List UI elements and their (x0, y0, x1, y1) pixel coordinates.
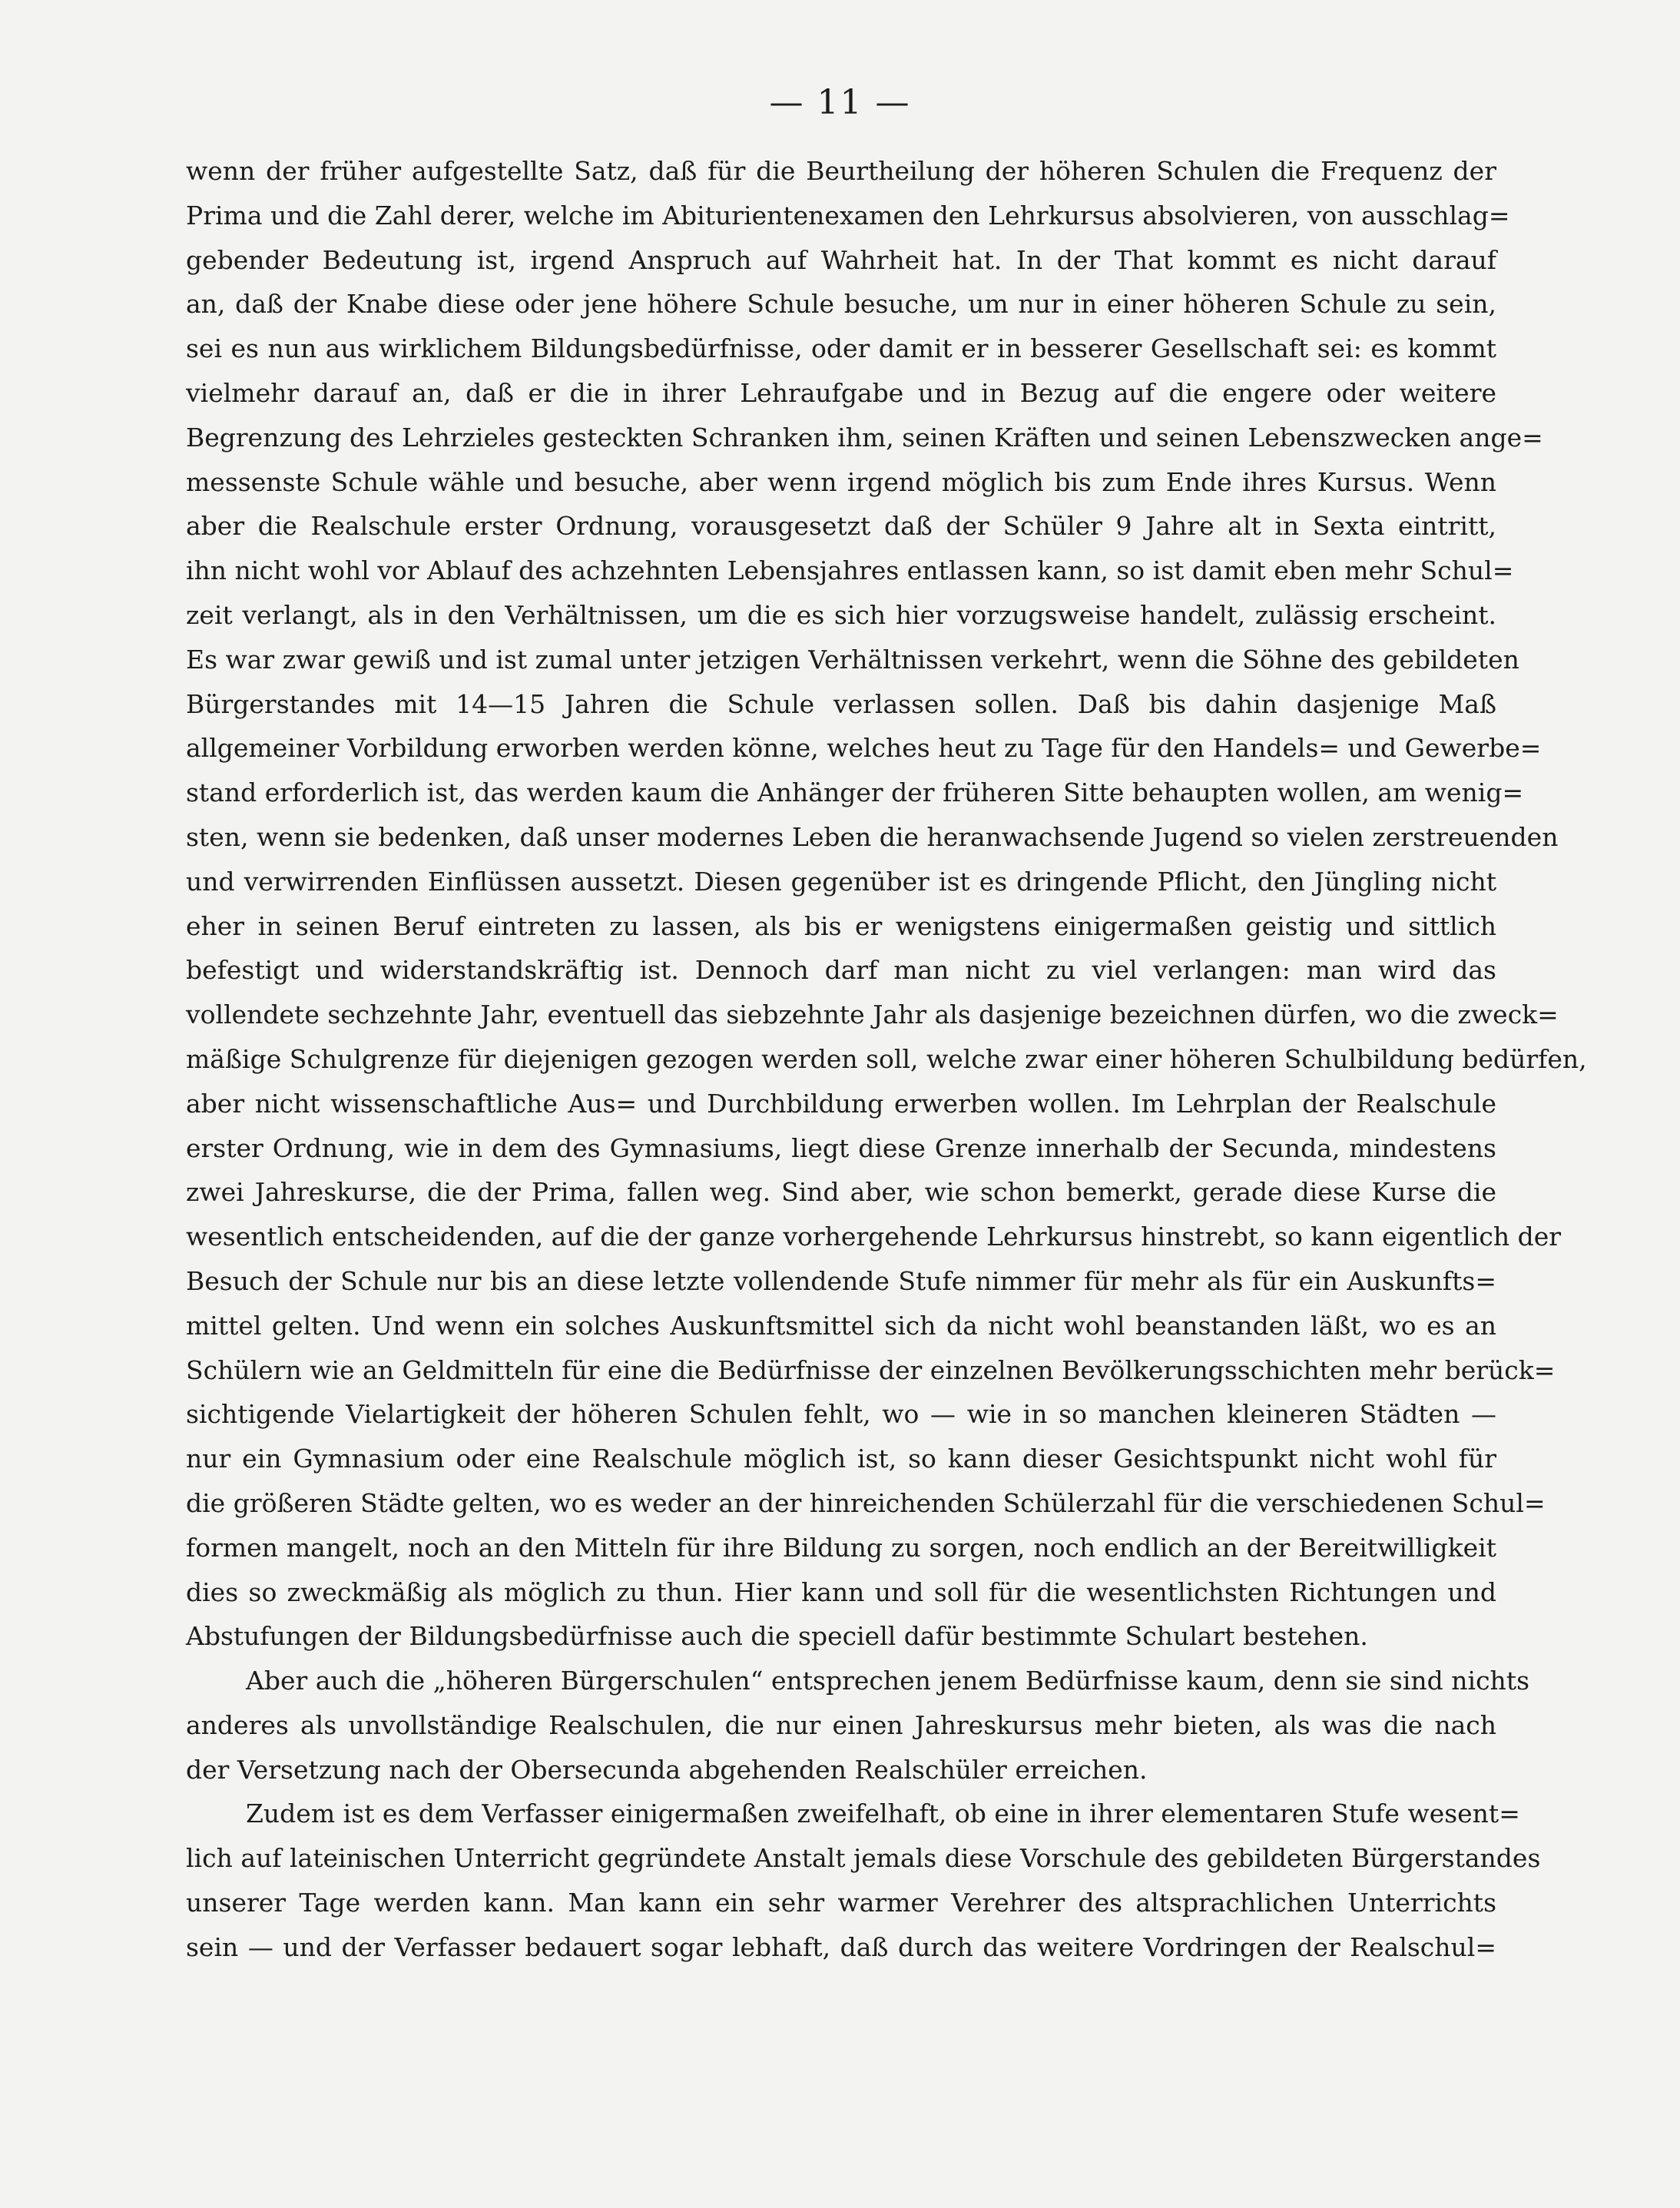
text-line: anderes als unvollständige Realschulen, die nur einen Jahreskursus mehr bieten, als was die nach (186, 1709, 1496, 1740)
text-line: Abstufungen der Bildungsbedürfnisse auch die speciell dafür bestimmte Schulart bestehen. (186, 1621, 1368, 1652)
text-line: vollendete sechzehnte Jahr, eventuell das siebzehnte Jahr als dasjenige bezeichnen dürfen, wo die zweck= (186, 1000, 1559, 1030)
page-number: — 11 — (769, 83, 911, 122)
text-line: gebender Bedeutung ist, irgend Anspruch auf Wahrheit hat. In der That kommt es nicht darauf (186, 244, 1496, 275)
text-line: der Versetzung nach der Obersecunda abgehenden Realschüler erreichen. (186, 1754, 1148, 1785)
text-line: befestigt und widerstandskräftig ist. Dennoch darf man nicht zu viel verlangen: man wird das (186, 955, 1496, 986)
text-line: dies so zweckmäßig als möglich zu thun. Hier kann und soll für die wesentlichsten Richtungen und (186, 1576, 1496, 1607)
paragraph (186, 1792, 1541, 1969)
text-line: aber die Realschule erster Ordnung, vorausgesetzt daß der Schüler 9 Jahre alt in Sexta eintritt, (186, 511, 1496, 542)
paragraph (186, 149, 1587, 1659)
text-line: Aber auch die „höheren Bürgerschulen“ entsprechen jenem Bedürfnisse kaum, denn sie sind nichts (246, 1666, 1530, 1696)
text-line: nur ein Gymnasium oder eine Realschule möglich ist, so kann dieser Gesichtspunkt nicht wohl für (186, 1444, 1496, 1474)
text-line: eher in seinen Beruf eintreten zu lassen, als bis er wenigstens einigermaßen geistig und sittlich (186, 910, 1496, 941)
text-line: die größeren Städte gelten, wo es weder an der hinreichenden Schülerzahl für die verschiedenen Schul= (186, 1487, 1546, 1518)
text-line: aber nicht wissenschaftliche Aus= und Durchbildung erwerben wollen. Im Lehrplan der Realschule (186, 1088, 1496, 1119)
text-line: ihn nicht wohl vor Ablauf des achzehnten Lebensjahres entlassen kann, so ist damit eben mehr Schul= (186, 555, 1514, 586)
paragraph (186, 1659, 1530, 1792)
text-line: stand erforderlich ist, das werden kaum die Anhänger der früheren Sitte behaupten wollen, am wenig= (186, 777, 1524, 808)
text-line: sten, wenn sie bedenken, daß unser modernes Leben die heranwachsende Jugend so vielen zerstreuenden (186, 821, 1559, 852)
text-line: unserer Tage werden kann. Man kann ein sehr warmer Verehrer des altsprachlichen Unterrichts (186, 1888, 1496, 1918)
text-line: erster Ordnung, wie in dem des Gymnasiums, liegt diese Grenze innerhalb der Secunda, mindestens (186, 1132, 1496, 1163)
text-line: zwei Jahreskurse, die der Prima, fallen weg. Sind aber, wie schon bemerkt, gerade diese Kurse die (186, 1177, 1496, 1208)
text-line: und verwirrenden Einflüssen aussetzt. Diesen gegenüber ist es dringende Pflicht, den Jüngling nicht (186, 866, 1496, 897)
text-line: Es war zwar gewiß und ist zumal unter jetzigen Verhältnissen verkehrt, wenn die Söhne des gebildeten (186, 644, 1519, 675)
text-line: an, daß der Knabe diese oder jene höhere Schule besuche, um nur in einer höheren Schule zu sein, (186, 289, 1496, 320)
text-line: formen mangelt, noch an den Mitteln für ihre Bildung zu sorgen, noch endlich an der Bereitwilligkeit (186, 1532, 1496, 1563)
text-line: sichtigende Vielartigkeit der höheren Schulen fehlt, wo — wie in so manchen kleineren Städten — (186, 1399, 1496, 1430)
text-line: Bürgerstandes mit 14—15 Jahren die Schule verlassen sollen. Daß bis dahin dasjenige Maß (186, 688, 1496, 719)
text-line: Begrenzung des Lehrzieles gesteckten Schranken ihm, seinen Kräften und seinen Lebenszwecken ange= (186, 422, 1543, 453)
text-line: wenn der früher aufgestellte Satz, daß für die Beurtheilung der höheren Schulen die Frequenz der (186, 156, 1496, 186)
text-line: zeit verlangt, als in den Verhältnissen, um die es sich hier vorzugsweise handelt, zulässig erscheint. (186, 599, 1496, 630)
text-line: vielmehr darauf an, daß er die in ihrer Lehraufgabe und in Bezug auf die engere oder weitere (186, 377, 1496, 408)
text-line: sein — und der Verfasser bedauert sogar lebhaft, daß durch das weitere Vordringen der Realschul= (186, 1931, 1496, 1962)
text-line: Zudem ist es dem Verfasser einigermaßen zweifelhaft, ob eine in ihrer elementaren Stufe wesent= (246, 1799, 1520, 1829)
text-line: mäßige Schulgrenze für diejenigen gezogen werden soll, welche zwar einer höheren Schulbildung bedürfen, (186, 1043, 1587, 1074)
text-line: mittel gelten. Und wenn ein solches Auskunftsmittel sich da nicht wohl beanstanden läßt, wo es an (186, 1310, 1496, 1341)
text-line: allgemeiner Vorbildung erworben werden könne, welches heut zu Tage für den Handels= und Gewerbe= (186, 733, 1542, 764)
text-line: Schülern wie an Geldmitteln für eine die Bedürfnisse der einzelnen Bevölkerungsschichten mehr berück= (186, 1354, 1556, 1385)
text-line: messenste Schule wähle und besuche, aber wenn irgend möglich bis zum Ende ihres Kursus. Wenn (186, 466, 1496, 497)
text-line: lich auf lateinischen Unterricht gegründete Anstalt jemals diese Vorschule des gebildeten Bürgerstandes (186, 1843, 1541, 1874)
text-line: Besuch der Schule nur bis an diese letzte vollendende Stufe nimmer für mehr als für ein Auskunfts= (186, 1265, 1496, 1296)
text-line: wesentlich entscheidenden, auf die der ganze vorhergehende Lehrkursus hinstrebt, so kann eigentlich der (186, 1222, 1562, 1252)
body-text (186, 149, 1587, 1970)
text-line: sei es nun aus wirklichem Bildungsbedürfnisse, oder damit er in besserer Gesellschaft sei: es kommt (186, 333, 1496, 364)
text-line: Prima und die Zahl derer, welche im Abiturientenexamen den Lehrkursus absolvieren, von ausschlag= (186, 200, 1510, 230)
